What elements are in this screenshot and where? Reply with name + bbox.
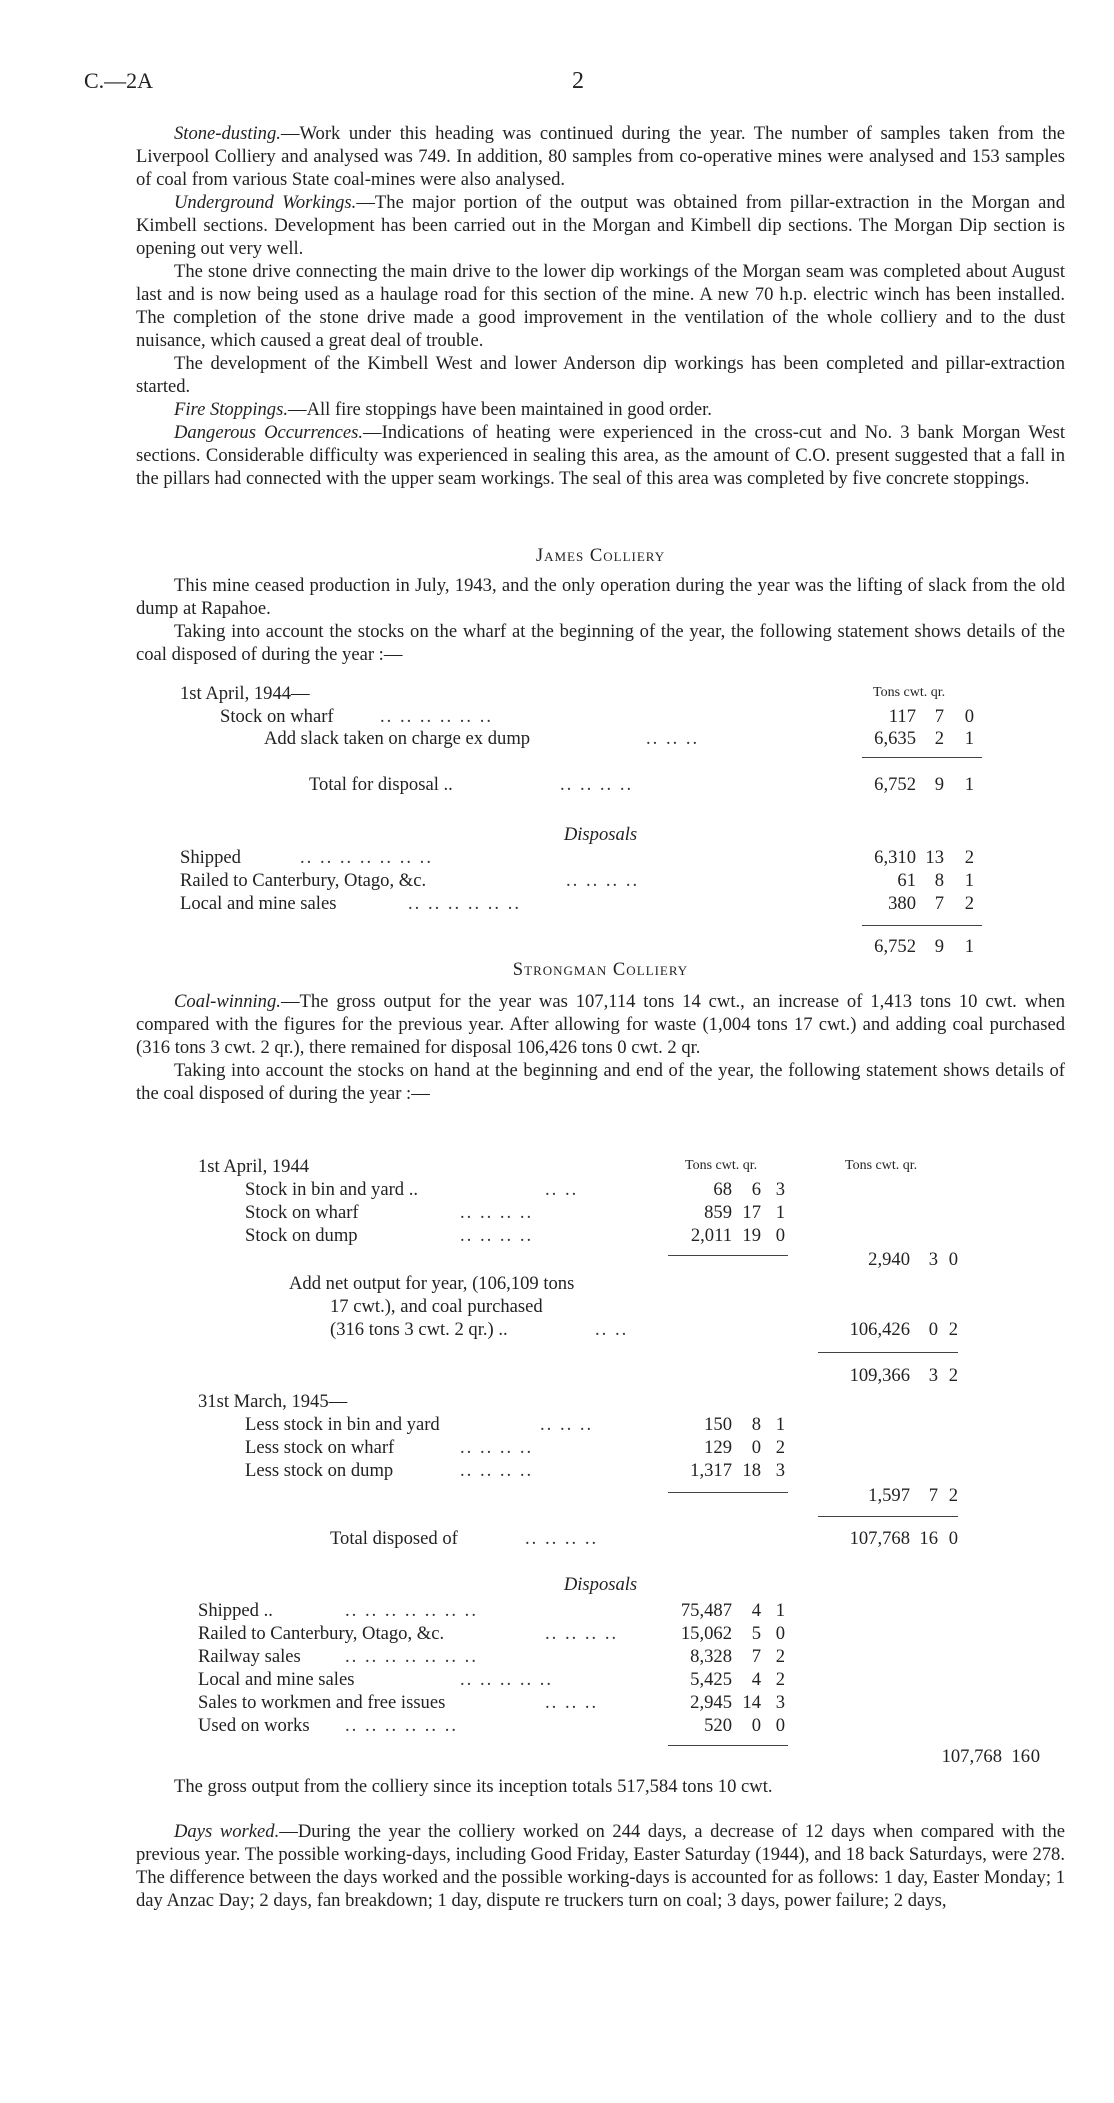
strongman-disposals-total-qr: 0	[1030, 1746, 1040, 1767]
closing-stock-leader: .. .. .. ..	[460, 1437, 534, 1458]
james-disposal-cwt: 8	[934, 870, 944, 891]
strongman-disposal-cwt: 5	[751, 1623, 761, 1644]
james-row-tons: 6,635	[874, 728, 916, 749]
closing-stock-leader: .. .. .. ..	[460, 1460, 534, 1481]
james-disposal-cwt: 13	[925, 847, 944, 868]
james-row-leader: .. .. .. .. .. ..	[380, 706, 494, 727]
opening-total-tons: 2,940	[868, 1249, 910, 1270]
strongman-colliery-title: Strongman Colliery	[512, 959, 689, 980]
strongman-disposals-rule	[668, 1745, 788, 1746]
james-row-leader: .. .. ..	[646, 728, 700, 749]
strongman-disposal-label: Local and mine sales	[198, 1669, 355, 1690]
james-column-header: Tons cwt. qr.	[873, 685, 946, 700]
closing-total-tons: 1,597	[868, 1485, 910, 1506]
closing-stock-cwt: 18	[742, 1460, 761, 1481]
james-intro	[136, 574, 1065, 666]
strongman-disposal-leader: .. .. .. .. ..	[460, 1669, 554, 1690]
opening-stock-qr: 1	[775, 1202, 785, 1223]
days-worked-paragraph	[136, 1820, 1065, 1912]
sum-total-tons: 109,366	[849, 1365, 910, 1386]
underground-paragraph	[136, 191, 1065, 260]
disposed-total-qr: 0	[948, 1528, 958, 1549]
dangerous-occurrences-heading: Dangerous Occurrences.	[174, 422, 364, 443]
james-row-label: Total for disposal ..	[309, 774, 453, 795]
strongman-disposal-leader: .. .. ..	[545, 1692, 599, 1713]
disposed-leader: .. .. .. ..	[525, 1528, 599, 1549]
james-disposal-tons: 380	[888, 893, 916, 914]
sum-rule	[818, 1352, 958, 1353]
development-paragraph: The development of the Kimbell West and lower Anderson dip workings has been completed and pillar-extraction started.	[136, 353, 1065, 397]
james-row-label: Stock on wharf	[220, 706, 334, 727]
james-row-cwt: 7	[934, 706, 944, 727]
sum-total-cwt: 3	[928, 1365, 938, 1386]
james-row-qr: 0	[964, 706, 974, 727]
strongman-disposal-cwt: 4	[751, 1669, 761, 1690]
intro-section	[136, 122, 1065, 490]
strongman-disposal-label: Sales to workmen and free issues	[198, 1692, 446, 1713]
james-disposal-qr: 2	[964, 893, 974, 914]
james-row-tons: 6,752	[874, 774, 916, 795]
strongman-disposal-label: Used on works	[198, 1715, 310, 1736]
days-worked-text: —During the year the colliery worked on 244 days, a decrease of 12 days when compared with the previous year. The possible working-days, including Good Friday, Easter Saturday (1944), and 18 back Saturdays, were 278. The difference between the days worked and the possible working-days is accounted for as follows: 1 day, Easter Monday; 1 day Anzac Day; 2 days, fan breakdown; 1 day, dispute re truckers turn on coal; 3 days, power failure; 2 days,	[136, 1821, 1066, 1911]
closing-total-rule	[818, 1516, 958, 1517]
closing-stock-cwt: 0	[751, 1437, 761, 1458]
disposed-total-cwt: 16	[919, 1528, 938, 1549]
dangerous-occurrences-paragraph	[136, 421, 1065, 490]
james-row-tons: 117	[888, 706, 916, 727]
closing-stock-qr: 2	[775, 1437, 785, 1458]
opening-stock-leader: .. .. .. ..	[460, 1225, 534, 1246]
james-disposal-tons: 6,310	[874, 847, 916, 868]
dangerous-occurrences-text: —Indications of heating were experienced in the cross-cut and No. 3 bank Morgan West sections. Considerable difficulty was experienced in sealing this area, as the amount of C.O. present suggested that a fall in the pillars had connected with the upper seam workings. The seal of this area was completed by five concrete stoppings.	[136, 422, 1065, 489]
gross-output-paragraph: The gross output from the colliery since its inception totals 517,584 tons 10 cwt.	[174, 1776, 773, 1797]
add-net-output-line-1: Add net output for year, (106,109 tons	[289, 1273, 575, 1294]
james-disposals-title: Disposals	[563, 824, 638, 845]
opening-stock-qr: 0	[775, 1225, 785, 1246]
james-disposal-leader: .. .. .. .. .. ..	[408, 893, 522, 914]
james-row-qr: 1	[964, 728, 974, 749]
strongman-disposal-cwt: 4	[751, 1600, 761, 1621]
strongman-disposal-label: Railway sales	[198, 1646, 301, 1667]
strongman-disposal-leader: .. .. .. ..	[545, 1623, 619, 1644]
opening-total-qr: 0	[948, 1249, 958, 1270]
strongman-disposals-total-tons: 107,768	[941, 1746, 1002, 1767]
closing-stock-tons: 150	[704, 1414, 732, 1435]
strongman-disposal-leader: .. .. .. .. .. ..	[345, 1715, 459, 1736]
add-output-leader: .. ..	[595, 1319, 629, 1340]
strongman-closing	[136, 1775, 1065, 1798]
james-paragraph-1: This mine ceased production in July, 1943, and the only operation during the year was the lifting of slack from the old dump at Rapahoe.	[136, 575, 1065, 619]
james-total-rule	[862, 925, 982, 926]
opening-stock-label: Stock on dump	[245, 1225, 358, 1246]
james-disposal-cwt: 7	[934, 893, 944, 914]
add-output-total-qr: 2	[948, 1319, 958, 1340]
strongman-disposal-label: Shipped ..	[198, 1600, 273, 1621]
strongman-intro	[136, 990, 1065, 1105]
add-net-output-line-2: 17 cwt.), and coal purchased	[330, 1296, 543, 1317]
closing-stock-tons: 1,317	[690, 1460, 732, 1481]
james-disposals-total-tons: 6,752	[874, 936, 916, 957]
james-row-cwt: 2	[934, 728, 944, 749]
james-date-label: 1st April, 1944—	[180, 683, 310, 704]
james-disposal-leader: .. .. .. .. .. .. ..	[300, 847, 433, 868]
coal-winning-text: —The gross output for the year was 107,114 tons 14 cwt., an increase of 1,413 tons 10 cwt. when compared with the figures for the previous year. After allowing for waste (1,004 tons 17 cwt.) and adding coal purchased (316 tons 3 cwt. 2 qr.), there remained for disposal 106,426 tons 0 cwt. 2 qr.	[136, 991, 1065, 1058]
strongman-column-header-2: Tons cwt. qr.	[845, 1158, 918, 1173]
strongman-disposals-title: Disposals	[563, 1574, 638, 1595]
closing-total-qr: 2	[948, 1485, 958, 1506]
strongman-disposal-qr: 2	[775, 1646, 785, 1667]
opening-stock-cwt: 17	[742, 1202, 761, 1223]
closing-stock-qr: 1	[775, 1414, 785, 1435]
add-net-output-line-3: (316 tons 3 cwt. 2 qr.) ..	[330, 1319, 508, 1340]
strongman-column-header-1: Tons cwt. qr.	[685, 1158, 758, 1173]
opening-stock-leader: .. .. .. ..	[460, 1202, 534, 1223]
opening-stock-tons: 859	[704, 1202, 732, 1223]
james-disposal-label: Shipped	[180, 847, 241, 868]
james-disposals-total-qr: 1	[964, 936, 974, 957]
james-row-leader: .. .. .. ..	[560, 774, 634, 795]
james-subtotal-rule	[862, 757, 982, 758]
opening-subtotal-rule	[668, 1255, 788, 1256]
opening-stock-qr: 3	[775, 1179, 785, 1200]
strongman-disposal-leader: .. .. .. .. .. .. ..	[345, 1600, 478, 1621]
underground-heading: Underground Workings.	[174, 192, 357, 213]
sum-total-qr: 2	[948, 1365, 958, 1386]
underground-text: —The major portion of the output was obtained from pillar-extraction in the Morgan and Kimbell sections. Development has been carried out in the Morgan and Kimbell dip sections. The Morgan Dip section is opening out very well.	[136, 192, 1065, 259]
strongman-disposal-cwt: 0	[751, 1715, 761, 1736]
james-row-cwt: 9	[934, 774, 944, 795]
strongman-disposal-tons: 5,425	[690, 1669, 732, 1690]
closing-stock-leader: .. .. ..	[540, 1414, 594, 1435]
strongman-disposal-label: Railed to Canterbury, Otago, &c.	[198, 1623, 445, 1644]
strongman-disposal-leader: .. .. .. .. .. .. ..	[345, 1646, 478, 1667]
james-paragraph-2: Taking into account the stocks on the wharf at the beginning of the year, the following statement shows details of the coal disposed of during the year :—	[136, 621, 1065, 665]
strongman-disposal-qr: 0	[775, 1715, 785, 1736]
closing-total-cwt: 7	[928, 1485, 938, 1506]
strongman-disposal-qr: 3	[775, 1692, 785, 1713]
james-colliery-title: James Colliery	[535, 545, 666, 566]
total-disposed-label: Total disposed of	[330, 1528, 458, 1549]
closing-stock-tons: 129	[704, 1437, 732, 1458]
closing-stock-label: Less stock on dump	[245, 1460, 394, 1481]
strongman-date-label-1: 1st April, 1944	[198, 1156, 310, 1177]
stone-dusting-text: —Work under this heading was continued during the year. The number of samples taken from the Liverpool Colliery and analysed was 749. In addition, 80 samples from co-operative mines were analysed and 153 samples of coal from various State coal-mines were also analysed.	[136, 123, 1065, 190]
days-worked-section	[136, 1820, 1065, 1912]
closing-subtotal-rule	[668, 1492, 788, 1493]
strongman-disposal-cwt: 14	[742, 1692, 761, 1713]
closing-stock-label: Less stock in bin and yard	[245, 1414, 440, 1435]
james-disposal-qr: 1	[964, 870, 974, 891]
james-disposal-label: Railed to Canterbury, Otago, &c.	[180, 870, 427, 891]
opening-stock-tons: 2,011	[690, 1225, 732, 1246]
closing-stock-qr: 3	[775, 1460, 785, 1481]
opening-stock-tons: 68	[713, 1179, 732, 1200]
james-row-qr: 1	[964, 774, 974, 795]
fire-stoppings-paragraph	[136, 398, 1065, 421]
strongman-disposal-tons: 2,945	[690, 1692, 732, 1713]
strongman-disposal-tons: 8,328	[690, 1646, 732, 1667]
james-disposals-total-cwt: 9	[934, 936, 944, 957]
james-disposal-label: Local and mine sales	[180, 893, 337, 914]
james-disposal-qr: 2	[964, 847, 974, 868]
coal-winning-heading: Coal-winning.	[174, 991, 281, 1012]
closing-stock-cwt: 8	[751, 1414, 761, 1435]
james-disposal-tons: 61	[897, 870, 916, 891]
strongman-disposal-qr: 2	[775, 1669, 785, 1690]
strongman-disposals-total-cwt: 16	[1011, 1746, 1030, 1767]
strongman-disposal-qr: 1	[775, 1600, 785, 1621]
opening-stock-cwt: 6	[751, 1179, 761, 1200]
stone-dusting-paragraph	[136, 122, 1065, 191]
fire-stoppings-text: —All fire stoppings have been maintained in good order.	[287, 399, 712, 420]
strongman-disposal-tons: 15,062	[680, 1623, 732, 1644]
strongman-disposal-qr: 0	[775, 1623, 785, 1644]
strongman-disposal-tons: 520	[704, 1715, 732, 1736]
strongman-disposal-cwt: 7	[751, 1646, 761, 1667]
disposed-total-tons: 107,768	[849, 1528, 910, 1549]
opening-stock-label: Stock on wharf	[245, 1202, 359, 1223]
strongman-paragraph-2: Taking into account the stocks on hand at the beginning and end of the year, the following statement shows details of the coal disposed of during the year :—	[136, 1060, 1065, 1104]
add-output-total-cwt: 0	[928, 1319, 938, 1340]
stone-drive-paragraph: The stone drive connecting the main drive to the lower dip workings of the Morgan seam was completed about August last and is now being used as a haulage road for this section of the mine. A new 70 h.p. electric winch has been installed. The completion of the stone drive made a good improvement in the ventilation of the whole colliery and to the dust nuisance, which caused a great deal of trouble.	[136, 261, 1065, 351]
opening-stock-label: Stock in bin and yard ..	[245, 1179, 418, 1200]
opening-stock-leader: .. ..	[545, 1179, 579, 1200]
page-number: 2	[572, 68, 584, 94]
coal-winning-paragraph	[136, 990, 1065, 1059]
stone-dusting-heading: Stone-dusting.	[174, 123, 281, 144]
strongman-disposal-tons: 75,487	[680, 1600, 732, 1621]
opening-total-cwt: 3	[928, 1249, 938, 1270]
report-reference: C.—2A	[84, 68, 154, 93]
strongman-date-label-2: 31st March, 1945—	[198, 1391, 348, 1412]
opening-stock-cwt: 19	[742, 1225, 761, 1246]
closing-stock-label: Less stock on wharf	[245, 1437, 395, 1458]
james-row-label: Add slack taken on charge ex dump	[264, 728, 531, 749]
days-worked-heading: Days worked.	[174, 1821, 280, 1842]
add-output-total-tons: 106,426	[849, 1319, 910, 1340]
fire-stoppings-heading: Fire Stoppings.	[174, 399, 288, 420]
james-disposal-leader: .. .. .. ..	[566, 870, 640, 891]
